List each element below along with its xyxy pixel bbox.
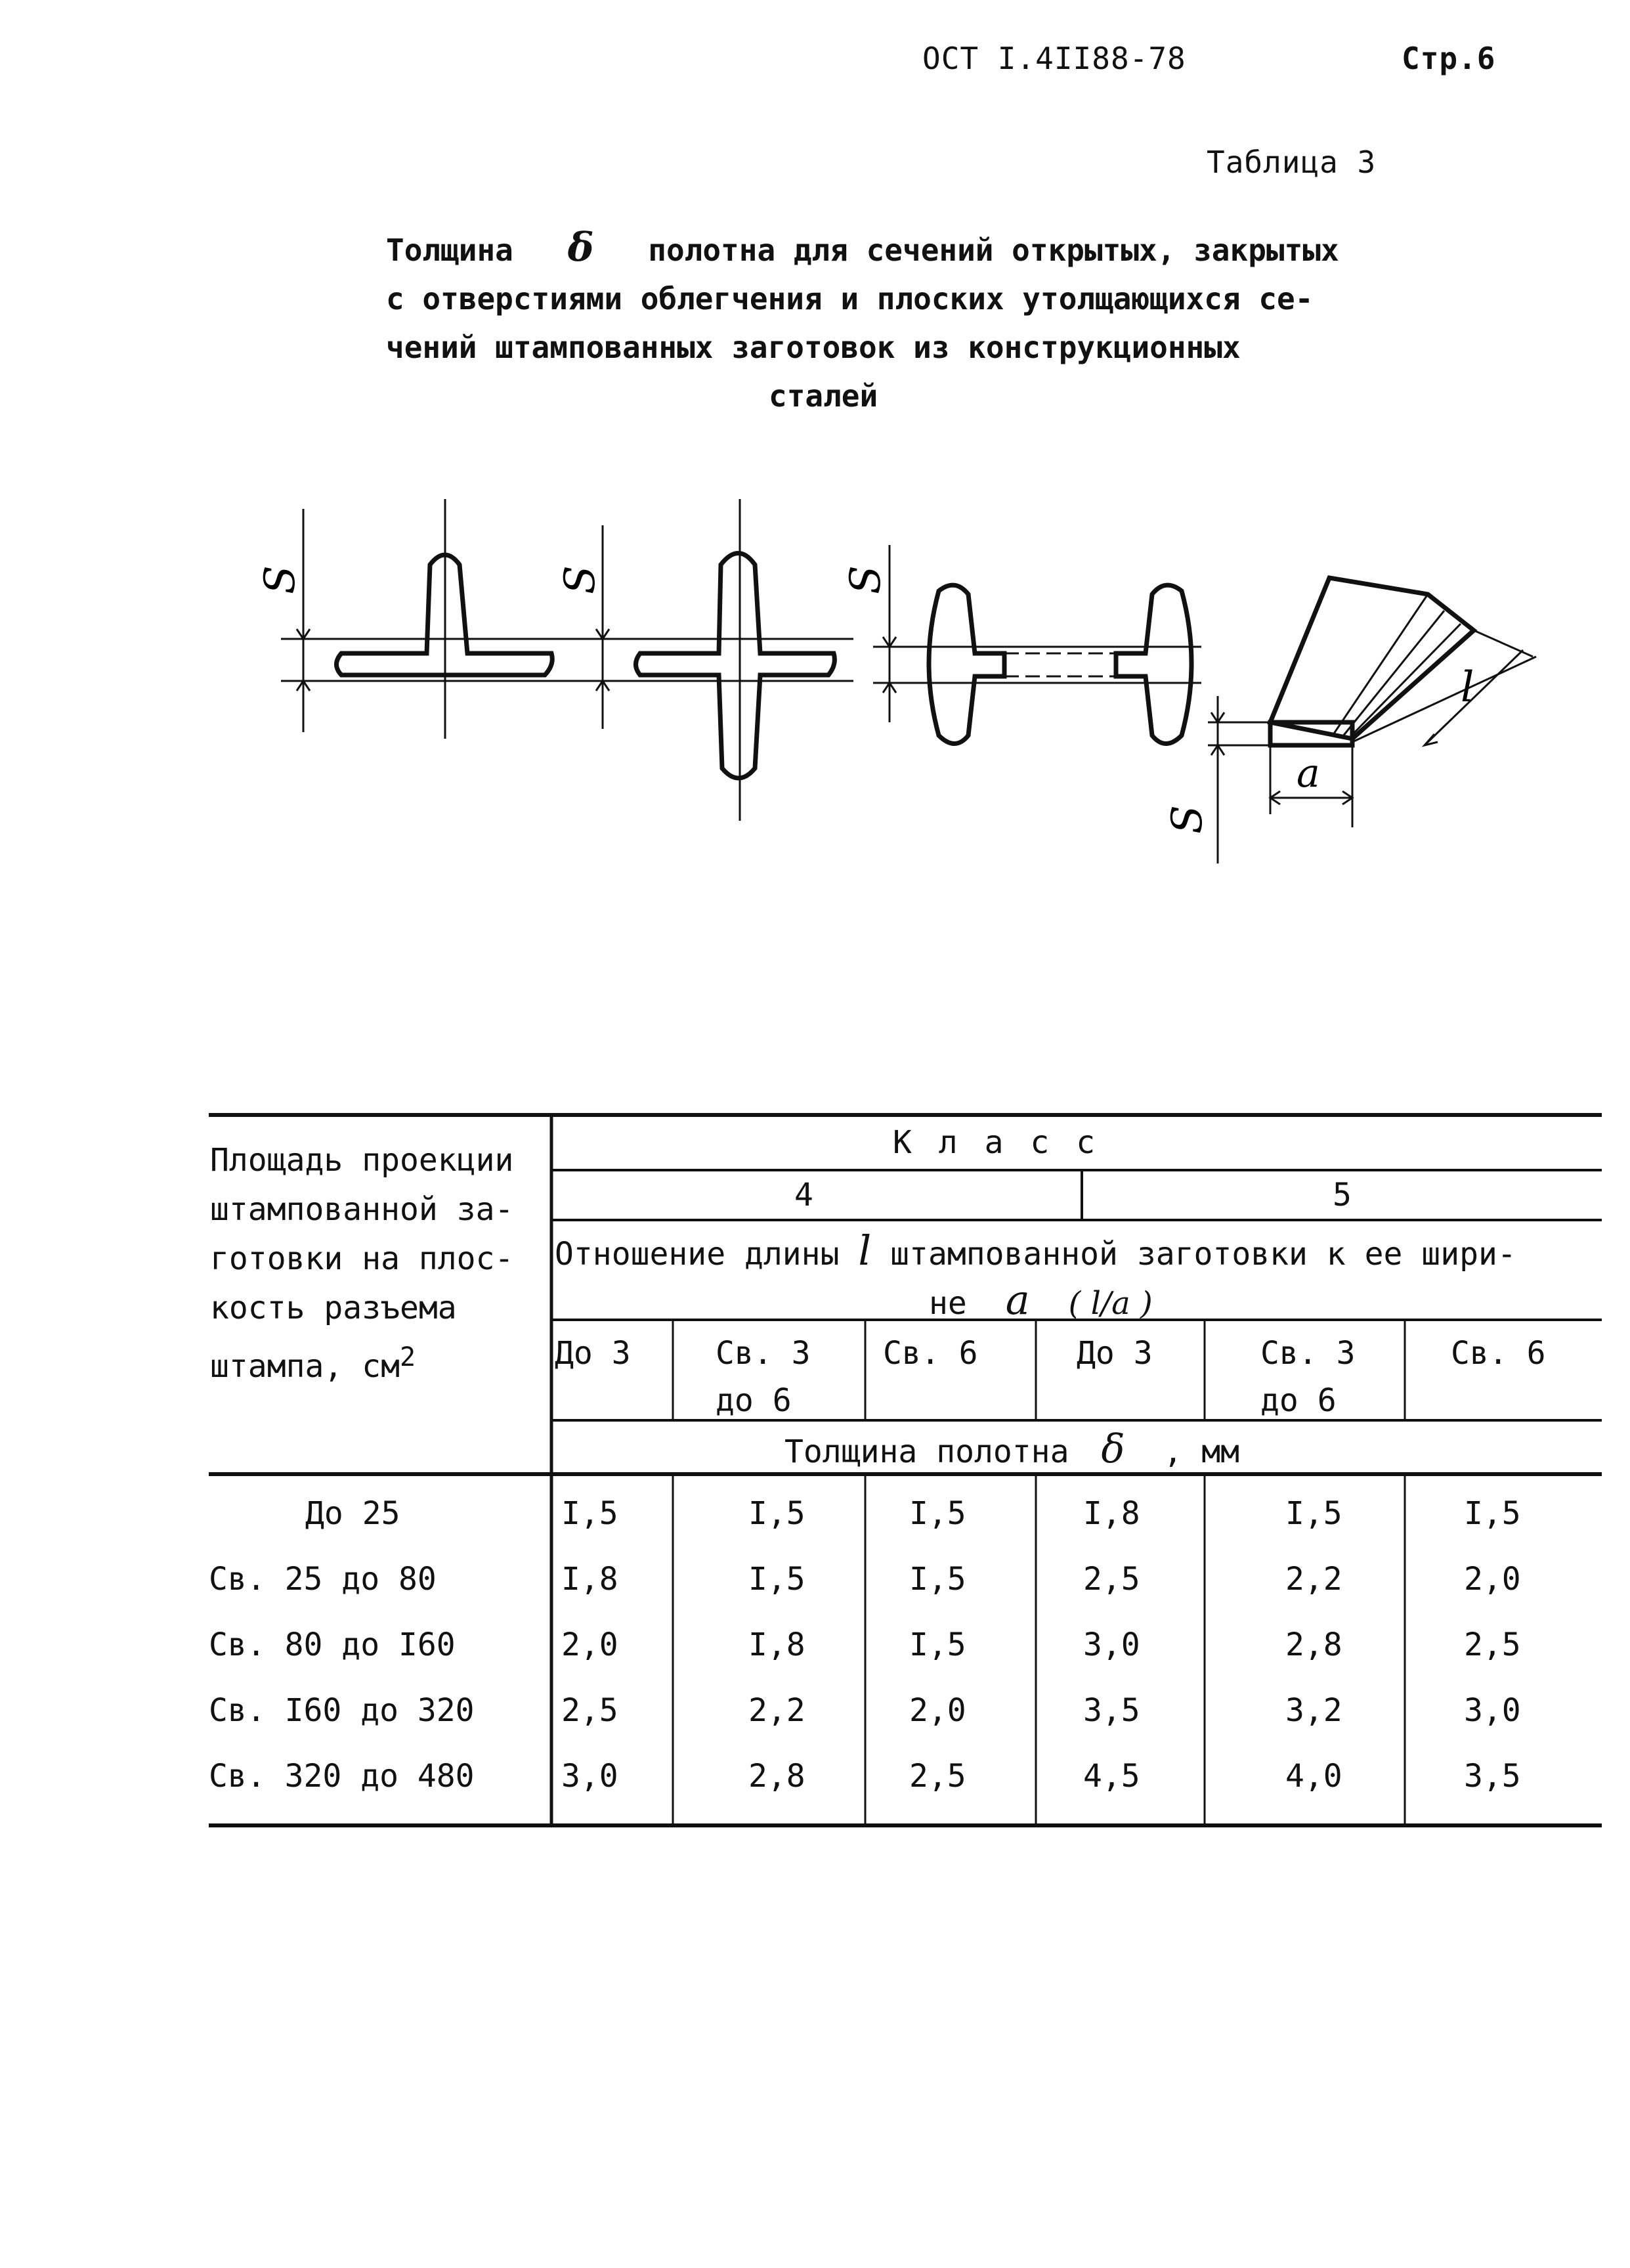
title-line-4: сталей (769, 378, 878, 414)
sub-col-1: До 3 (555, 1335, 631, 1372)
table-cell: 2,0 (1464, 1561, 1521, 1598)
table-cell: 2,0 (909, 1692, 966, 1729)
title-text: полотна для сечений открытых, закрытых (648, 232, 1339, 268)
delta-symbol: δ (567, 225, 594, 271)
s-dimension-label: S (256, 565, 305, 594)
thickness-header: Толщина полотна δ , мм (784, 1426, 1240, 1472)
title-text: Толщина (386, 232, 513, 268)
table-cell: I,5 (909, 1626, 966, 1663)
table-cell: I,5 (748, 1495, 805, 1532)
table-cell: 2,0 (561, 1626, 618, 1663)
row-header-line: штампа, $см^2$ (210, 1342, 416, 1385)
class-4-header: 4 (794, 1177, 813, 1213)
table-cell: 2,5 (909, 1758, 966, 1795)
row-header-line: Площадь проекции (210, 1142, 514, 1179)
table-cell: 2,2 (1285, 1561, 1342, 1598)
table-row-label: Св. I60 до 320 (209, 1692, 475, 1729)
row-header (210, 1136, 513, 1391)
ratio-header (555, 1228, 1598, 1326)
page-number: Стр.6 (1402, 41, 1496, 76)
table-cell: I,5 (909, 1495, 966, 1532)
table-cell: 2,5 (1464, 1626, 1521, 1663)
table-cell: 3,0 (1464, 1692, 1521, 1729)
table-cell: 2,8 (748, 1758, 805, 1795)
sub-col-2: Св. 3 до 6 (716, 1335, 811, 1419)
s-dimension-label: S (842, 565, 890, 594)
s-dimension-label: S (1163, 805, 1212, 834)
table-caption: Таблица 3 (1207, 144, 1377, 180)
table-row-label: До 25 (305, 1495, 400, 1532)
table-cell: 3,0 (1083, 1626, 1140, 1663)
table-cell: I,5 (909, 1561, 966, 1598)
table-cell: 4,5 (1083, 1758, 1140, 1795)
row-header-line: штампованной за- (210, 1191, 514, 1228)
table-cell: I,8 (1083, 1495, 1140, 1532)
s-dimension-label: S (556, 565, 605, 594)
a-dimension-label: a (1297, 751, 1320, 796)
table-cell: I,5 (561, 1495, 618, 1532)
title-line-2: с отверстиями облегчения и плоских утолщающихся се- (386, 281, 1314, 316)
table-cell: 3,2 (1285, 1692, 1342, 1729)
table-cell: 4,0 (1285, 1758, 1342, 1795)
table-cell: 2,5 (1083, 1561, 1140, 1598)
table-cell: 3,5 (1083, 1692, 1140, 1729)
sub-col-6: Св. 6 (1451, 1335, 1546, 1372)
table-cell: 2,5 (561, 1692, 618, 1729)
sub-col-5: Св. 3 до 6 (1260, 1335, 1356, 1419)
table-row-label: Св. 320 до 480 (209, 1758, 475, 1795)
class-5-header: 5 (1333, 1177, 1352, 1213)
ratio-header-line-2: не a ( l/a ) (929, 1276, 1153, 1324)
table-cell: 2,8 (1285, 1626, 1342, 1663)
row-header-line: готовки на плос- (210, 1240, 514, 1277)
row-header-line: кость разъема (210, 1290, 457, 1326)
table-row-label: Св. 80 до I60 (209, 1626, 456, 1663)
l-dimension-label: l (1461, 663, 1474, 712)
table-cell: I,8 (561, 1561, 618, 1598)
table-cell: I,5 (1285, 1495, 1342, 1532)
ratio-header-line-1: Отношение длины l штампованной заготовки к ее шири- (555, 1227, 1516, 1275)
table-cell: I,5 (1464, 1495, 1521, 1532)
class-header: К л а с с (893, 1124, 1100, 1161)
table-cell: 3,0 (561, 1758, 618, 1795)
title-line-3: чений штампованных заготовок из конструкционных (386, 330, 1241, 365)
table-cell: 2,2 (748, 1692, 805, 1729)
table-cell: 3,5 (1464, 1758, 1521, 1795)
table-row-label: Св. 25 до 80 (209, 1561, 437, 1598)
sub-col-4: До 3 (1077, 1335, 1153, 1372)
table-cell: I,5 (748, 1561, 805, 1598)
sub-col-3: Св. 6 (883, 1335, 978, 1372)
table-cell: I,8 (748, 1626, 805, 1663)
document-code: ОСТ I.4II88-78 (922, 41, 1186, 76)
